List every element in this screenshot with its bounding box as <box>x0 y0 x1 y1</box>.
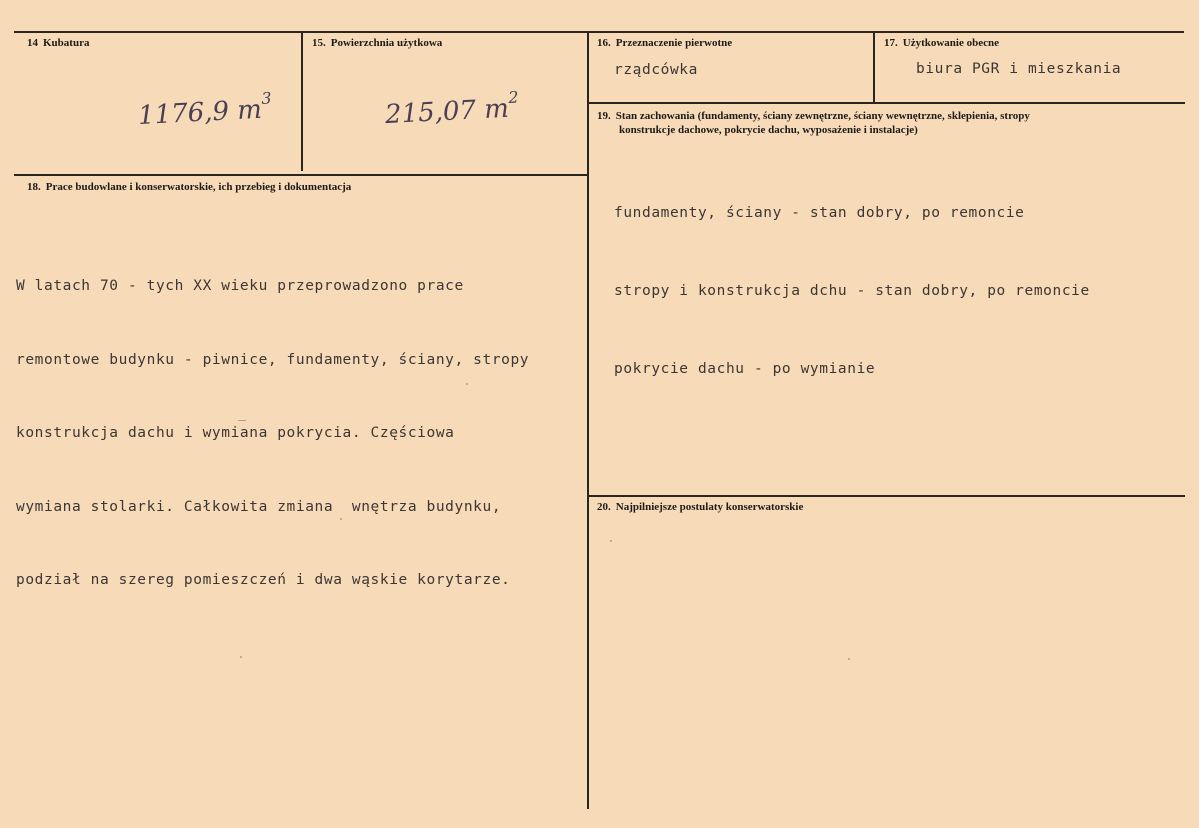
field-number: 16. <box>597 37 611 49</box>
field-label: Użytkowanie obecne <box>902 37 999 49</box>
field-number: 15. <box>312 37 326 49</box>
field-label-line2: konstrukcje dachowe, pokrycie dachu, wyposażenie i instalacje) <box>619 124 918 136</box>
field-number: 14 <box>27 37 38 49</box>
text-line: W latach 70 - tych XX wieku przeprowadzono prace <box>16 278 464 294</box>
field-label: Najpilniejsze postulaty konserwatorskie <box>615 501 804 513</box>
handwritten-text: 215,07 m <box>384 93 510 131</box>
paper-speck <box>610 540 612 542</box>
field-label: Powierzchnia użytkowa <box>330 37 443 49</box>
unit-exponent: 2 <box>507 87 519 108</box>
uzytkowanie-label <box>884 36 999 50</box>
paper-speck <box>848 658 850 660</box>
kubatura-label <box>27 36 89 50</box>
handwritten-text: 1176,9 m <box>137 94 263 132</box>
stan-zachowania-label <box>597 109 1030 137</box>
text-line: konstrukcja dachu i wymiana pokrycia. Częściowa <box>16 425 455 441</box>
vline-center <box>587 33 589 809</box>
powierzchnia-value <box>384 87 520 131</box>
prace-label <box>27 180 351 194</box>
unit-exponent: 3 <box>260 88 272 109</box>
hline-under-19 <box>589 495 1185 497</box>
field-label-line1: Stan zachowania (fundamenty, ściany zewnętrzne, ściany wewnętrzne, sklepienia, stropy <box>615 110 1030 122</box>
vline-16-17 <box>873 33 875 103</box>
text-line: pokrycie dachu - po wymianie <box>614 361 876 377</box>
field-label: Przeznaczenie pierwotne <box>615 37 733 49</box>
text-line: stropy i konstrukcja dchu - stan dobry, po remoncie <box>614 283 1090 299</box>
paper-speck <box>340 518 342 520</box>
paper-speck <box>238 420 246 421</box>
top-border-line <box>14 31 1184 33</box>
field-number: 19. <box>597 110 611 122</box>
field-number: 17. <box>884 37 898 49</box>
przeznaczenie-label <box>597 36 732 50</box>
hline-under-16-17 <box>589 102 1185 104</box>
text-line: fundamenty, ściany - stan dobry, po remoncie <box>614 205 1025 221</box>
text-line: wymiana stolarki. Całkowita zmiana wnętrza budynku, <box>16 498 502 515</box>
field-number: 18. <box>27 181 41 193</box>
postulaty-label <box>597 500 803 514</box>
powierzchnia-label <box>312 36 442 50</box>
uzytkowanie-value: biura PGR i mieszkania <box>916 61 1122 77</box>
stan-zachowania-text <box>614 148 1090 434</box>
kubatura-value <box>137 88 273 132</box>
field-label: Kubatura <box>43 37 90 49</box>
vline-14-15 <box>301 33 303 171</box>
paper-speck <box>466 383 468 385</box>
field-label: Prace budowlane i konserwatorskie, ich przebieg i dokumentacja <box>45 181 352 193</box>
paper-speck <box>240 656 242 658</box>
text-line: podział na szereg pomieszczeń i dwa wąskie korytarze. <box>16 572 511 588</box>
field-number: 20. <box>597 501 611 513</box>
text-line: remontowe budynku - piwnice, fundamenty, ściany, stropy <box>16 351 530 368</box>
przeznaczenie-value: rządcówka <box>614 62 698 78</box>
prace-text <box>16 225 529 642</box>
hline-under-14-15 <box>14 174 588 176</box>
